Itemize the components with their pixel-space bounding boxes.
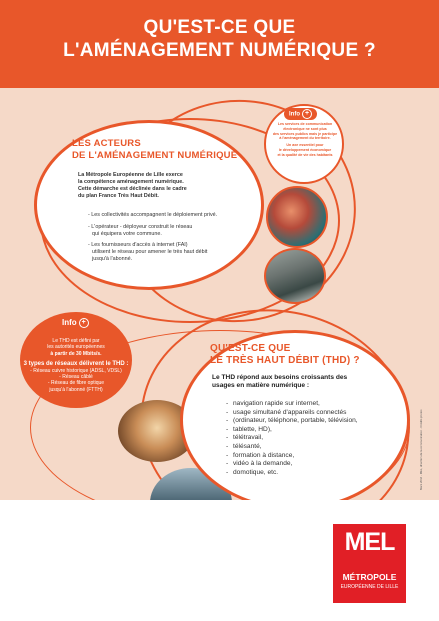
thd-usage-item: - télésanté, [226,443,358,452]
info2-text [6,338,146,393]
info2-line: à partir de 30 Mbits/s. [50,350,102,357]
side-credits [415,300,423,500]
info1-line: à l'aménagement du territoire. [279,136,331,141]
acteurs-intro-line2: la compétence aménagement numérique. [78,179,184,185]
acteurs-item [88,224,192,238]
acteurs-item-line: utilisent le réseau pour amener le très haut débit [92,249,208,255]
thd-usage-list [226,400,358,477]
acteurs-title-line2: DE L'AMÉNAGEMENT NUMÉRIQUE [72,150,238,161]
info2-type: - Réseau câblé [59,374,93,381]
technician-photo [264,248,326,304]
spacer [24,396,94,410]
info-badge-2 [62,318,89,328]
thd-usage-item-cont [226,426,358,435]
plus-icon: + [79,318,89,328]
thd-usage-item: - domotique, etc. [226,469,358,478]
info1-line: Un axe essentiel pour [286,143,324,148]
page-title-line2: L'AMÉNAGEMENT NUMÉRIQUE ? [63,40,376,61]
acteurs-item-line: - Les fournisseurs d'accès à internet (FAI) [88,242,188,248]
plus-icon: + [302,109,312,119]
acteurs-item-line: qui équipera votre commune. [92,231,162,237]
acteurs-title-line1: LES ACTEURS [72,138,141,149]
info1-line: des services publics mais je participe [272,131,338,136]
acteurs-item-line: - Les collectivités accompagnent le déploiement privé. [88,212,218,218]
thd-title-line2: LE TRÈS HAUT DÉBIT (THD) ? [210,355,360,366]
thd-usage-item-cont [226,417,358,426]
acteurs-item-line: jusqu'à l'abonné. [92,256,133,262]
logo-mark: MEL [344,528,395,556]
acteurs-title [72,138,237,162]
thd-usage-item: - navigation rapide sur internet, [226,400,358,409]
info1-line: Les services de communication [277,122,333,126]
info1-text [270,122,340,158]
info2-line: les autorités européennes [47,344,105,351]
thd-usage-item: - formation à distance, [226,452,358,461]
thd-intro-line1: Le THD répond aux besoins croissants des [212,374,348,381]
info1-line: le développement économique [278,147,332,152]
page-title-line1: QU'EST-CE QUE [143,17,296,38]
acteurs-item [88,242,207,263]
info2-type: - Réseau cuivre historique (ADSL, VDSL) [30,367,122,374]
thd-intro-line2: usages en matière numérique : [212,382,310,390]
page-title [0,16,439,62]
info2-type: - Réseau de fibre optique [47,380,105,387]
info1-line: électronique ne sont plus [283,126,327,131]
acteurs-item [88,212,217,219]
acteurs-intro-line4: du plan France Très Haut Débit. [78,193,159,199]
header-banner [0,0,439,88]
thd-usage-item: - vidéo à la demande, [226,460,358,469]
info-badge-label: Info [289,111,300,118]
thd-title [210,343,360,367]
logo-line1: MÉTROPOLE [342,572,397,582]
acteurs-intro-line3: Cette démarche est déclinée dans le cadre [78,186,187,192]
side-credits-text: Mars 2016 - MEL, direction de la communication - Crédits photos [419,409,423,490]
mel-logo [333,524,406,603]
thd-usage-cont-text: (ordinateur, téléphone, portable, télévision, [233,417,358,425]
info2-line: Le THD est défini par [52,338,100,344]
acteurs-intro [78,172,187,200]
thd-usage-item: - usage simultané d'appareils connectés [226,409,358,418]
info1-line: et la qualité de vie des habitants [277,152,333,157]
thd-intro [212,374,347,391]
thd-title-line1: QU'EST-CE QUE [210,343,291,354]
logo-line2: EUROPÉENNE DE LILLE [340,584,399,590]
fiber-cables-photo [266,186,328,248]
acteurs-intro-line1: La Métropole Européenne de Lille exerce [78,172,183,178]
info-badge-1 [284,108,317,120]
acteurs-item-line: - L'opérateur - déployeur construit le réseau [88,224,193,230]
info2-type: jusqu'à l'abonné (FTTH) [49,386,103,393]
thd-usage-cont-text: tablette, HD), [233,425,272,433]
info-badge-label: Info [62,318,77,328]
thd-usage-item: - télétravail, [226,434,358,443]
info2-types-title: 3 types de réseaux délivrent le THD : [23,361,129,368]
